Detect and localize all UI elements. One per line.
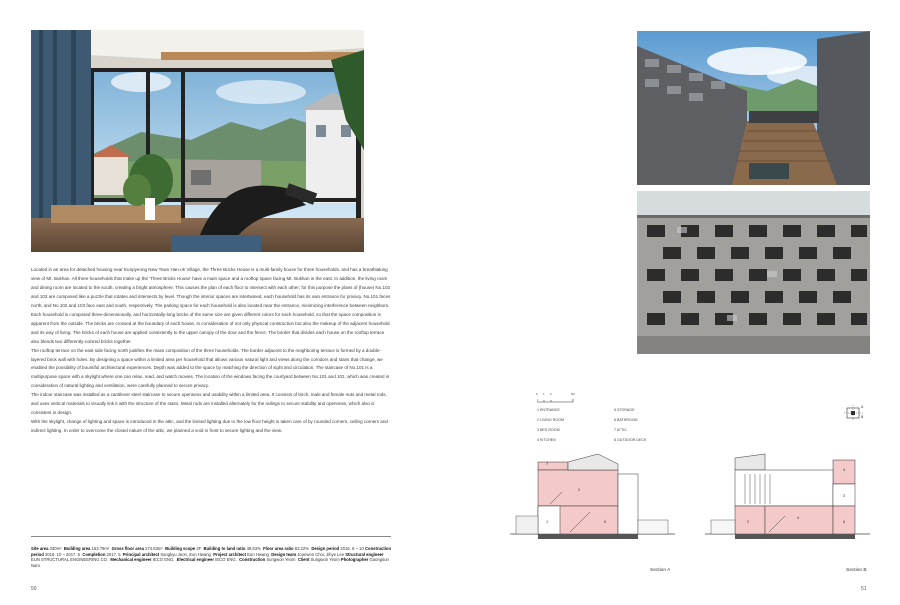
legend-item: 4 KITCHEN xyxy=(537,438,556,442)
article-body-text xyxy=(31,266,391,436)
legend-item: 3 BED ROOM xyxy=(537,428,560,432)
scale-tick-label: 0 xyxy=(536,392,538,396)
legend-item: 7 ATTIC xyxy=(614,428,627,432)
legend-item: 8 OUTDOOR DECK xyxy=(614,438,647,442)
rooftop-terrace-photo xyxy=(637,31,870,185)
interior-living-room-photo xyxy=(31,30,364,252)
section-b-room-label: 2 xyxy=(747,520,750,524)
section-a-room-label: 7 xyxy=(546,462,549,466)
section-a-room-label: 6 xyxy=(604,520,607,524)
body-paragraph: With the skylight, change of lighting and space is introduced in the attic, and the limited lighting due to the low floor height is taken care of by rounded corners, ceiling corners and indirect lighting. In order to overcome the closed nature of the attic, we planned a void in front to secure lighting and the view. xyxy=(31,419,388,434)
legend-item: 6 BATHROOM xyxy=(614,418,638,422)
body-paragraph: The rooftop terrace on the east side facing north justifies the mass composition of the three households. The border adjacent to the neighboring terrace is formed by a double-layered brick wall with holes. By designing a space within a limited area per household that allows various natural light and views along the corridors and stairs that change, we enabled the possibility of bountiful architectural experiences. Depth was added to the space by matching the direction of sight and circulation. The staircase of No.101 is a multipurpose space with a skylight where one can relax, read, and watch movies. The location of the windows facing the courtyard between No.101 and 102, which was created in consideration of natural lighting and ventilation, were carefully planned to secure privacy. xyxy=(31,347,390,389)
project-credits: Site area 330m² Building area 163.79m² Gross floor area 274.63m² Building scope 2F Building to land ratio 49.63% Floor area ratio 83.22% Design period 2016. 6 ~ 10 Construction period 2016. 10 ~ 2017. 5 Completion 2017. 5 Principal architect Sangkyu Jeon, Eun Hwang Project architect Eun Hwang Design team Joonwon Choi, Jihye Lee Structural engineer EUN STRUCTURAL ENGINEERING CO. Mechanical engineer IECO ENG. Electrical engineer IECO ENG. Construction Sungwon Yeom Client Sungwon Yeom Photographer Gaongsun Nam xyxy=(31,546,392,568)
section-key-b: B xyxy=(861,415,864,419)
section-a-caption: Section A xyxy=(650,568,671,573)
body-paragraph: Each household is composed three-dimensionally, and horizontally-long bricks of the same size are given different colors for each household, so that the space composition is apparent from the outside. The bricks are crossed at the boundary of each house, in consideration of not only physical construction but also the makeup of the adjacent household and its way of living. The bricks of each house are applied consistently to the upper canopy of the door and the fence. The border that divides each house on the rooftop terrace also blends two differently-colored bricks together. xyxy=(31,311,390,344)
section-b-room-label: 4 xyxy=(797,516,800,520)
section-b-room-label: 6 xyxy=(843,520,846,524)
section-b-caption: Section B xyxy=(846,568,867,573)
section-b-room-label: 3 xyxy=(843,494,846,498)
scale-bar xyxy=(537,396,577,404)
scale-tick-label: 2 xyxy=(550,392,552,396)
scale-tick-label: 5m xyxy=(571,392,576,396)
body-paragraph: Located in an area for detached housing near Eunpyeong New Town Han-ok Village, the Three Bricks House is a multi-family house for three households, and has a breathtaking view of Mt. Bukhan. All three households that make up the 'Three Bricks House' have a main space and a rooftop space facing Mt. Bukhan in the east. In addition, the living room and dining room are located to the south, creating a bright atmosphere. This causes the plan of each floor to intersect with each other; for this purpose the plans of (house) No.102 and 103 are composed like a puzzle that rotates and intersects by level. Though the interior spaces are intertwined, each household has its own entrance for privacy. No.101 faces north, and No.102 and 103 face east and south, respectively. The parking space for each household is also located near the entrance, minimizing interference between neighbors. xyxy=(31,267,391,308)
scale-tick-label: 1 xyxy=(543,392,545,396)
section-key-a: A xyxy=(861,405,864,409)
section-a-drawing xyxy=(510,450,675,550)
section-b-drawing xyxy=(705,450,870,550)
section-key-diagram xyxy=(842,404,866,422)
brick-facade-photo xyxy=(637,191,870,354)
legend-item: 2 LIVING ROOM xyxy=(537,418,564,422)
legend-item: 5 STORAGE xyxy=(614,408,635,412)
credits-divider xyxy=(31,536,391,537)
section-b-room-label: 4 xyxy=(843,468,846,472)
page-number-left: 50 xyxy=(31,586,37,592)
body-paragraph: The indoor staircase was installed as a cantilever steel staircase to secure openness and usability within a limited area. It consists of birch, male and female nuts and metal rods, and uses vertical materials to visually link it with the structure of the stairs. Metal rods are installed alternately for the railings to secure stability and openness, which also is consistent in design. xyxy=(31,392,387,416)
section-a-room-label: 2 xyxy=(578,488,581,492)
legend-item: 1 ENTRANCE xyxy=(537,408,560,412)
page-number-right: 51 xyxy=(861,586,867,592)
drawing-legend xyxy=(536,392,737,456)
section-a-room-label: 1 xyxy=(546,520,549,524)
